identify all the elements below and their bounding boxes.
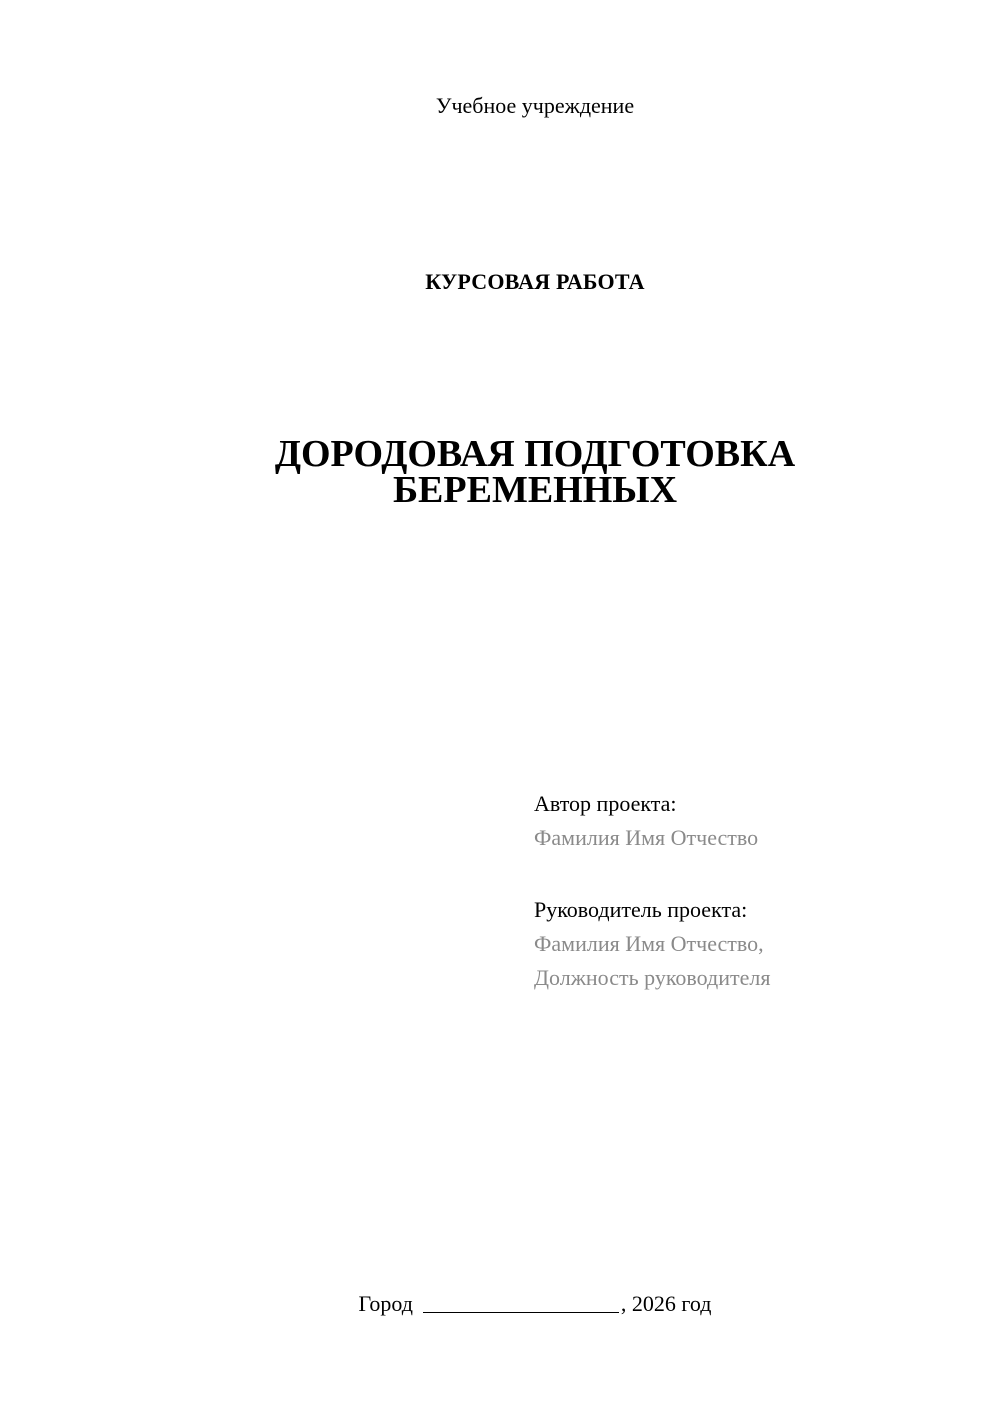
year-text: , 2026 год [620, 1291, 712, 1316]
author-label: Автор проекта: [534, 791, 677, 816]
city-blank-line [423, 1290, 619, 1313]
author-name: Фамилия Имя Отчество [534, 825, 759, 850]
institution-name: Учебное учреждение [435, 93, 635, 118]
work-title-line-1: ДОРОДОВАЯ ПОДГОТОВКА [274, 433, 796, 475]
author-block [534, 787, 974, 855]
footer-city-year [0, 1288, 1000, 1319]
supervisor-name: Фамилия Имя Отчество, [534, 931, 764, 956]
supervisor-block [534, 893, 974, 995]
supervisor-label: Руководитель проекта: [534, 897, 748, 922]
work-type-heading: КУРСОВАЯ РАБОТА [425, 269, 645, 294]
work-title-line-2: БЕРЕМЕННЫХ [392, 469, 678, 511]
supervisor-position: Должность руководителя [534, 965, 771, 990]
city-label: Город [358, 1291, 413, 1316]
work-title [0, 433, 1000, 511]
